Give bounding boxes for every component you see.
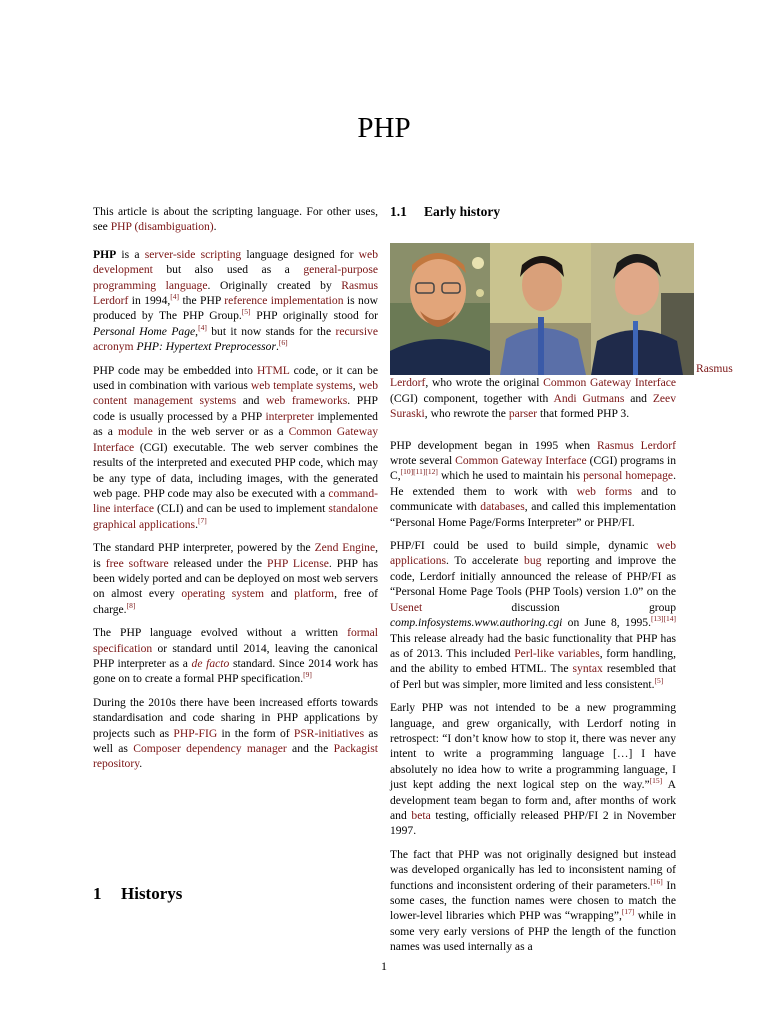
right-column [390,204,733,963]
wiki-link[interactable]: bug [524,554,542,568]
text-run: A development team began to form and, after months of work and [390,778,676,822]
wiki-link[interactable]: Common Gateway Interface [543,376,677,390]
section-title: Historys [121,884,183,903]
text-run: PHP originally stood for [250,309,378,323]
text-run: During the 2010s there have been increased efforts towards standardisation and code sharing in PHP applications by projects such as [93,695,378,740]
wiki-link[interactable]: parser [508,407,538,421]
text-run: . To accelerate [446,554,525,568]
text-run: which he used to maintain his [437,469,584,483]
wiki-link[interactable]: personal homepage [583,469,674,483]
text-run: , and called this implementation “Personal Home Page/Forms Interpreter” or PHP/FI. [390,500,676,529]
text-run: on June 8, 1995. [562,616,651,630]
text-run: , who rewrote the [424,407,509,421]
text-run: language designed for [241,247,359,261]
text-run: The PHP language evolved without a written [93,626,348,640]
text-run: wrote several [390,454,456,468]
wiki-link[interactable]: Lerdorf [390,376,426,390]
wiki-link[interactable]: recursive acronym [93,324,378,354]
citation-ref[interactable]: [4] [170,292,180,302]
wiki-link[interactable]: web forms [576,484,633,498]
text-run: resembled that of Perl but was simpler, more limited and less consistent. [390,662,677,691]
text-run: and to communicate with [390,484,676,514]
photo-gutmans [490,243,591,375]
text-run: , [195,324,199,338]
text-run: released under the [168,556,268,570]
wiki-link[interactable]: Andi Gutmans [553,391,625,405]
embedding-paragraph [93,363,378,532]
wiki-link[interactable]: syntax [572,662,603,676]
wiki-link[interactable]: PHP-FIG [173,726,218,740]
figure-caption [390,375,676,421]
text-run: is a [116,247,145,261]
bold-term: PHP [93,247,117,261]
text-run: code, or it can be used in combination with various [93,363,378,393]
text-run: (CLI) and can be used to implement [153,502,329,516]
text-run: The fact that PHP was not originally designed but instead was developed organically has led to inconsistent naming of functions and inconsistent ordering of their parameters. [390,847,676,892]
text-run: the PHP [179,294,225,308]
interpreter-paragraph [93,540,378,617]
phpfi-paragraph [390,538,676,692]
citation-ref[interactable]: [4] [198,322,207,332]
disambiguation-link[interactable]: PHP (disambiguation) [110,220,214,234]
text-run: , form handling, and the ability to embed HTML. The [390,646,677,676]
wiki-link[interactable]: server-side scripting [144,247,242,261]
photo-lerdorf [390,243,490,375]
citation-ref[interactable]: [10][11][12] [400,467,438,477]
citation-ref[interactable]: [7] [197,515,207,525]
citation-ref[interactable]: [13][14] [651,614,676,624]
text-run: while in some very early versions of PHP the length of the function names was used internally as a [390,909,676,954]
wiki-link[interactable]: web content management systems [93,379,379,408]
text-run: testing, officially released PHP/FI 2 in November 1997. [390,808,676,838]
early-php-paragraph [390,700,676,839]
wiki-link[interactable]: Rasmus Lerdorf [596,438,676,452]
text-run: . PHP has been widely ported and can be deployed on most web servers on almost every [93,556,378,601]
intro-paragraph [93,247,378,355]
text-run: This release already had the basic functionality that PHP has as of 2013. This included [390,631,676,660]
wiki-link[interactable]: Packagist repository [93,742,378,771]
text-run: as well as [93,726,379,755]
text-run: reporting and improve the code, Lerdorf initially announced the release of PHP/FI as “Personal Home Page Tools (PHP Tools) version 1.0” on the [390,554,676,599]
section-heading-history [93,884,182,904]
text-run: , who wrote the original [425,376,544,390]
citation-ref[interactable]: [16] [650,876,663,886]
text-run: discussion group [422,600,676,614]
wiki-link[interactable]: Zeev Suraski [390,391,676,421]
wiki-link[interactable]: de facto [191,656,230,670]
inconsistency-paragraph [390,847,676,955]
wiki-link[interactable]: standalone graphical applications [93,502,378,531]
text-run: in the web server or as a [152,425,289,439]
wiki-link[interactable]: free software [105,556,169,570]
text-run: . [139,757,143,771]
wiki-link[interactable]: web development [93,247,378,277]
wiki-link[interactable]: web template systems [250,379,353,393]
text-run: . PHP code is usually processed by a PHP [93,394,378,423]
text-run: PHP development began in 1995 when [390,438,597,452]
text-run: but also used as a [152,263,304,277]
citation-ref[interactable]: [9] [303,670,312,680]
text-run: and [264,587,295,601]
text-run: PHP: Hypertext Preprocessor [136,340,276,354]
text-run: standard. Since 2014 work has gone on to create a formal PHP specification. [93,656,378,686]
wiki-link[interactable]: HTML [257,363,290,377]
text-run: and [624,391,653,405]
text-run: (CGI) programs in C, [390,454,676,483]
wiki-link[interactable]: Rasmus Lerdorf [93,278,378,308]
wiki-link[interactable]: web frameworks [266,394,348,408]
specification-paragraph [93,625,378,687]
wiki-link[interactable]: web applications [390,539,676,568]
text-run: , free of charge. [93,587,379,616]
citation-ref[interactable]: [5] [241,307,251,317]
citation-ref[interactable]: [17] [621,907,635,917]
text-run: (CGI) component, together with [390,391,554,405]
text-run: in 1994, [128,294,171,308]
wiki-link[interactable]: formal specification [93,626,378,655]
wiki-link[interactable]: interpreter [265,409,314,423]
founders-photo [390,243,694,375]
text-run: is now produced by The PHP Group. [93,294,379,323]
citation-ref[interactable]: [15] [649,776,663,786]
wiki-link[interactable]: PSR-initiatives [293,726,365,740]
text-run: . [275,340,279,354]
wiki-link[interactable]: Zend Engine [314,541,376,555]
wiki-link[interactable]: Perl-like variables [514,646,600,660]
subsection-heading-early-history [390,204,676,219]
text-run: (CGI) executable. The web server combines the results of the interpreted and executed PHP code, which may be any type of data, including images, with the generated web page. PHP code may also be executed with a [93,440,378,500]
wiki-link[interactable]: Usenet [390,600,423,614]
wiki-link[interactable]: PHP License [267,556,329,570]
wiki-link[interactable]: command-line interface [93,486,378,516]
text-run: PHP code may be embedded into [93,363,258,377]
section-number: 1 [93,884,102,903]
citation-ref[interactable]: [6] [278,338,288,348]
text-run: implemented as a [93,409,378,439]
left-column [93,204,378,780]
photo-suraski [591,243,694,375]
caption-name-first[interactable]: Rasmus [696,362,733,376]
wiki-link[interactable]: reference implementation [224,294,344,308]
subsection-title: Early history [424,204,501,219]
standardisation-paragraph [93,695,378,772]
figure [390,243,733,376]
text-run: Early PHP was not intended to be a new programming language, and grew organically, with Lerdorf noting in retrospect: “I don’t know how to stop it, there was never any intent to write a programming language […] I have absolutely no idea how to write a programming language, I just kept adding the next logical step on the way.” [390,701,676,792]
hatnote-end: . [213,220,217,234]
citation-ref[interactable]: [5] [654,675,664,685]
text-run: , is [93,541,379,570]
text-run: . Originally created by [207,278,342,292]
text-run: or standard until 2014, leaving the canonical PHP interpreter as a [93,641,378,670]
text-run: . [195,517,198,531]
text-run: . He extended them to work with [390,469,676,498]
text-run: comp.infosystems.www.authoring.cgi [390,616,563,630]
page-title: PHP [357,112,411,144]
wiki-link[interactable]: Composer dependency manager [133,742,287,755]
text-run: In some cases, the function names were chosen to match the lower-level libraries which PHP was “wrapping”, [390,878,676,923]
wiki-link[interactable]: general-purpose programming language [93,263,378,292]
text-run: and the [286,742,334,755]
development-paragraph [390,438,676,530]
wiki-link[interactable]: module [117,425,153,439]
text-run: PHP/FI could be used to build simple, dynamic [390,539,657,553]
wiki-link[interactable]: platform [294,587,335,601]
text-run: , [352,379,359,393]
hatnote [93,204,378,235]
wiki-link[interactable]: beta [411,808,431,822]
citation-ref[interactable]: [8] [126,600,136,610]
text-run: that formed PHP 3. [537,407,630,421]
page-number: 1 [381,959,387,973]
text-run: but it now stands for the [206,324,336,338]
wiki-link[interactable]: Common Gateway Interface [455,454,587,468]
subsection-number: 1.1 [390,204,407,219]
wiki-link[interactable]: operating system [181,587,265,601]
wiki-link[interactable]: Common Gateway Interface [93,425,379,454]
hatnote-text: This article is about the scripting language. For other uses, see [93,205,378,234]
text-run: in the form of [217,726,294,740]
text-run: The standard PHP interpreter, powered by the [93,541,315,555]
text-run: and [236,394,267,408]
wiki-link[interactable]: databases [480,500,525,514]
text-run: Personal Home Page [93,324,196,338]
